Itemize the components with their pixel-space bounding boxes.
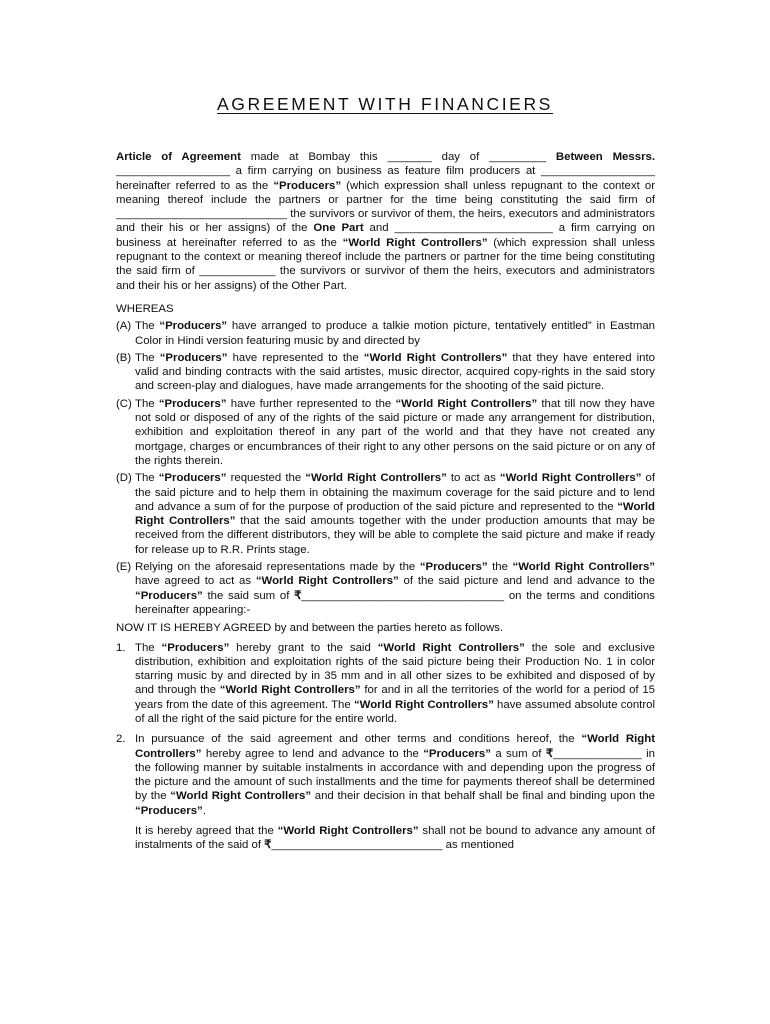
clause-1 [116,641,655,727]
recital-text: The [135,351,160,364]
whereas-heading: WHEREAS [116,302,174,315]
intro-text: (which expression shall unless repugnant to the context or meaning thereof include the partners or partner for the time being constituting the said firm of ____________ the survivors or survivor of them the heirs, executors and administrators and their his or her assigns) of the Other Part. [116,236,655,292]
producers-term: “Producers” [161,641,230,654]
wrc-term: “World Right Controllers” [305,472,447,485]
recital-text: the said sum of [202,589,295,602]
wrc-term: “World Right Controllers” [512,561,655,574]
clause-text: In pursuance of the said agreement and other terms and conditions hereof, the [135,733,582,746]
wrc-term: “World Right Controllers” [255,575,399,588]
recital-text: of the said picture and to help them in obtaining the maximum coverage for the said picture and to lend and advance a sum of for the purpose of production of the said picture and represented to the [135,472,656,513]
recital-text: have agreed to act as [135,575,256,588]
recital-label: (C) [116,397,132,410]
intro-text: __________________ a firm carrying on business as feature film producers at __________________ hereinafter referred to as the [116,165,655,192]
wrc-term: “World Right Controllers” [135,733,655,760]
clause-number: 2. [116,733,126,746]
producers-term: “Producers” [273,179,342,192]
recital-text: to act as [446,472,500,485]
producers-term: “Producers” [135,804,203,817]
recital-label: (B) [116,351,132,364]
clause-number: 1. [116,641,126,654]
producers-term: “Producers” [158,472,227,485]
intro-lead: Article of Agreement [116,151,241,163]
recital-text: The [135,472,159,485]
clause-2-continuation [116,824,655,853]
clause-text: The [135,641,162,654]
intro-text: and _________________________ a firm carrying on business at hereinafter referred to as the [116,222,655,249]
wrc-term: “World Right Controllers” [219,684,361,697]
recital-text: have arranged to produce a talkie motion picture, tentatively entitled” in Eastman Color in Hindi version featuring music by and directed by [135,320,656,347]
between-messrs: Between Messrs. [555,151,655,163]
recital-text: have represented to the [227,351,364,364]
wrc-term: “World Right Controllers” [277,825,419,838]
intro-text: (which expression shall unless repugnant to the context or meaning thereof include the partners or partner for the time being constituting the said firm of ___________________________ the survivors or survivor of them, the heirs, executors and administrators and their his or her assigns) of the [116,179,656,235]
intro-paragraph [116,150,655,293]
wrc-term: “World Right Controllers” [353,698,494,711]
recital-label: (A) [116,320,132,333]
document-body [116,150,655,853]
clause-text: It is hereby agreed that the [135,825,278,838]
clause-text: ______________ in the following manner by suitable instalments in accordance with and depending upon the progress of the picture and the amount of such installments and the time for payments thereof shall be determined by the [135,747,655,803]
wrc-term: “World Right Controllers” [377,641,525,654]
clause-text: ___________________________ as mentioned [271,839,515,852]
document-title: AGREEMENT WITH FINANCIERS [217,94,553,114]
clause-text: and their decision in that behalf shall be final and binding upon the [311,790,656,803]
recital-text: that till now they have not sold or disposed of any of the rights of the said picture or made any arrangement for distribution, exhibition and exploitation thereof in any part of the world and that they have not created any mortgage, charges or encumbrances of their right to any other persons on the said picture or on any of the rights therein. [135,397,656,467]
wrc-term: “World Right Controllers” [363,351,508,364]
recital-e [116,560,655,617]
rupee-symbol: ₹ [264,839,272,852]
producers-term: “Producers” [158,397,227,410]
wrc-term: “World Right Controllers” [170,790,312,803]
rupee-symbol: ₹ [545,747,554,760]
recital-text: requested the [226,472,306,485]
clause-text: for and in all the territories of the world for a period of 15 years from the date of this agreement. The [135,684,656,711]
agreed-heading: NOW IT IS HEREBY AGREED by and between the parties hereto as follows. [116,622,504,635]
clause-text: hereby grant to the said [229,641,378,654]
recital-label: (D) [116,472,132,485]
recital-label: (E) [116,561,132,574]
recital-text: The [135,397,159,410]
rupee-symbol: ₹ [294,589,302,602]
wrc-term: “World Right Controllers” [395,397,538,410]
clause-text: hereby agree to lend and advance to the [201,747,424,760]
clause-text: . [202,804,206,817]
clause-text: the sole and exclusive distribution, exhibition and exploitation rights of the said picture being their Production No. 1 in color starring music by and directed by in 35 mm and in all other sizes to be exhibited and disposed of by and through the [135,641,655,697]
clause-text: have assumed absolute control of all the right of the said picture for the entire world. [135,698,655,725]
recital-text: that the said amounts together with the under production amounts that may be received from the different distributors, they will be able to complete the said picture and make if ready for release up to R.R. Prints stage. [135,515,655,556]
intro-text: made at Bombay this _______ day of _________ [240,151,556,163]
producers-term: “Producers” [159,320,228,333]
recital-text: of the said picture and lend and advance to the [398,575,655,588]
recital-text: have further represented to the [226,397,396,410]
producers-term: “Producers” [419,561,488,574]
recital-text: Relying on the aforesaid representations made by the [135,561,420,574]
recital-text: ________________________________ on the terms and conditions hereinafter appearing:- [135,589,655,616]
recital-c [116,397,655,468]
recital-d [116,471,655,557]
clause-text: a sum of [490,747,546,760]
clause-2 [116,732,655,818]
recital-b [116,351,655,394]
recital-text: the [487,561,513,574]
recital-text: that they have entered into valid and binding contracts with the said artistes, music director, acquired copy-rights in the said story and screen-play and dialogues, have made arrangements for the shooting of the said picture. [135,351,655,393]
producers-term: “Producers” [135,589,203,602]
producers-term: “Producers” [159,351,228,364]
wrc-term: “World Right Controllers” [135,500,655,528]
wrc-term: “World Right Controllers” [499,472,642,485]
clause-text: shall not be bound to advance any amount of instalments of the said of [135,825,655,852]
recital-text: The [135,320,160,333]
one-part-term: One Part [313,222,364,235]
producers-term: “Producers” [423,747,491,760]
wrc-term: “World Right Controllers” [342,236,488,249]
recital-a [116,319,655,348]
